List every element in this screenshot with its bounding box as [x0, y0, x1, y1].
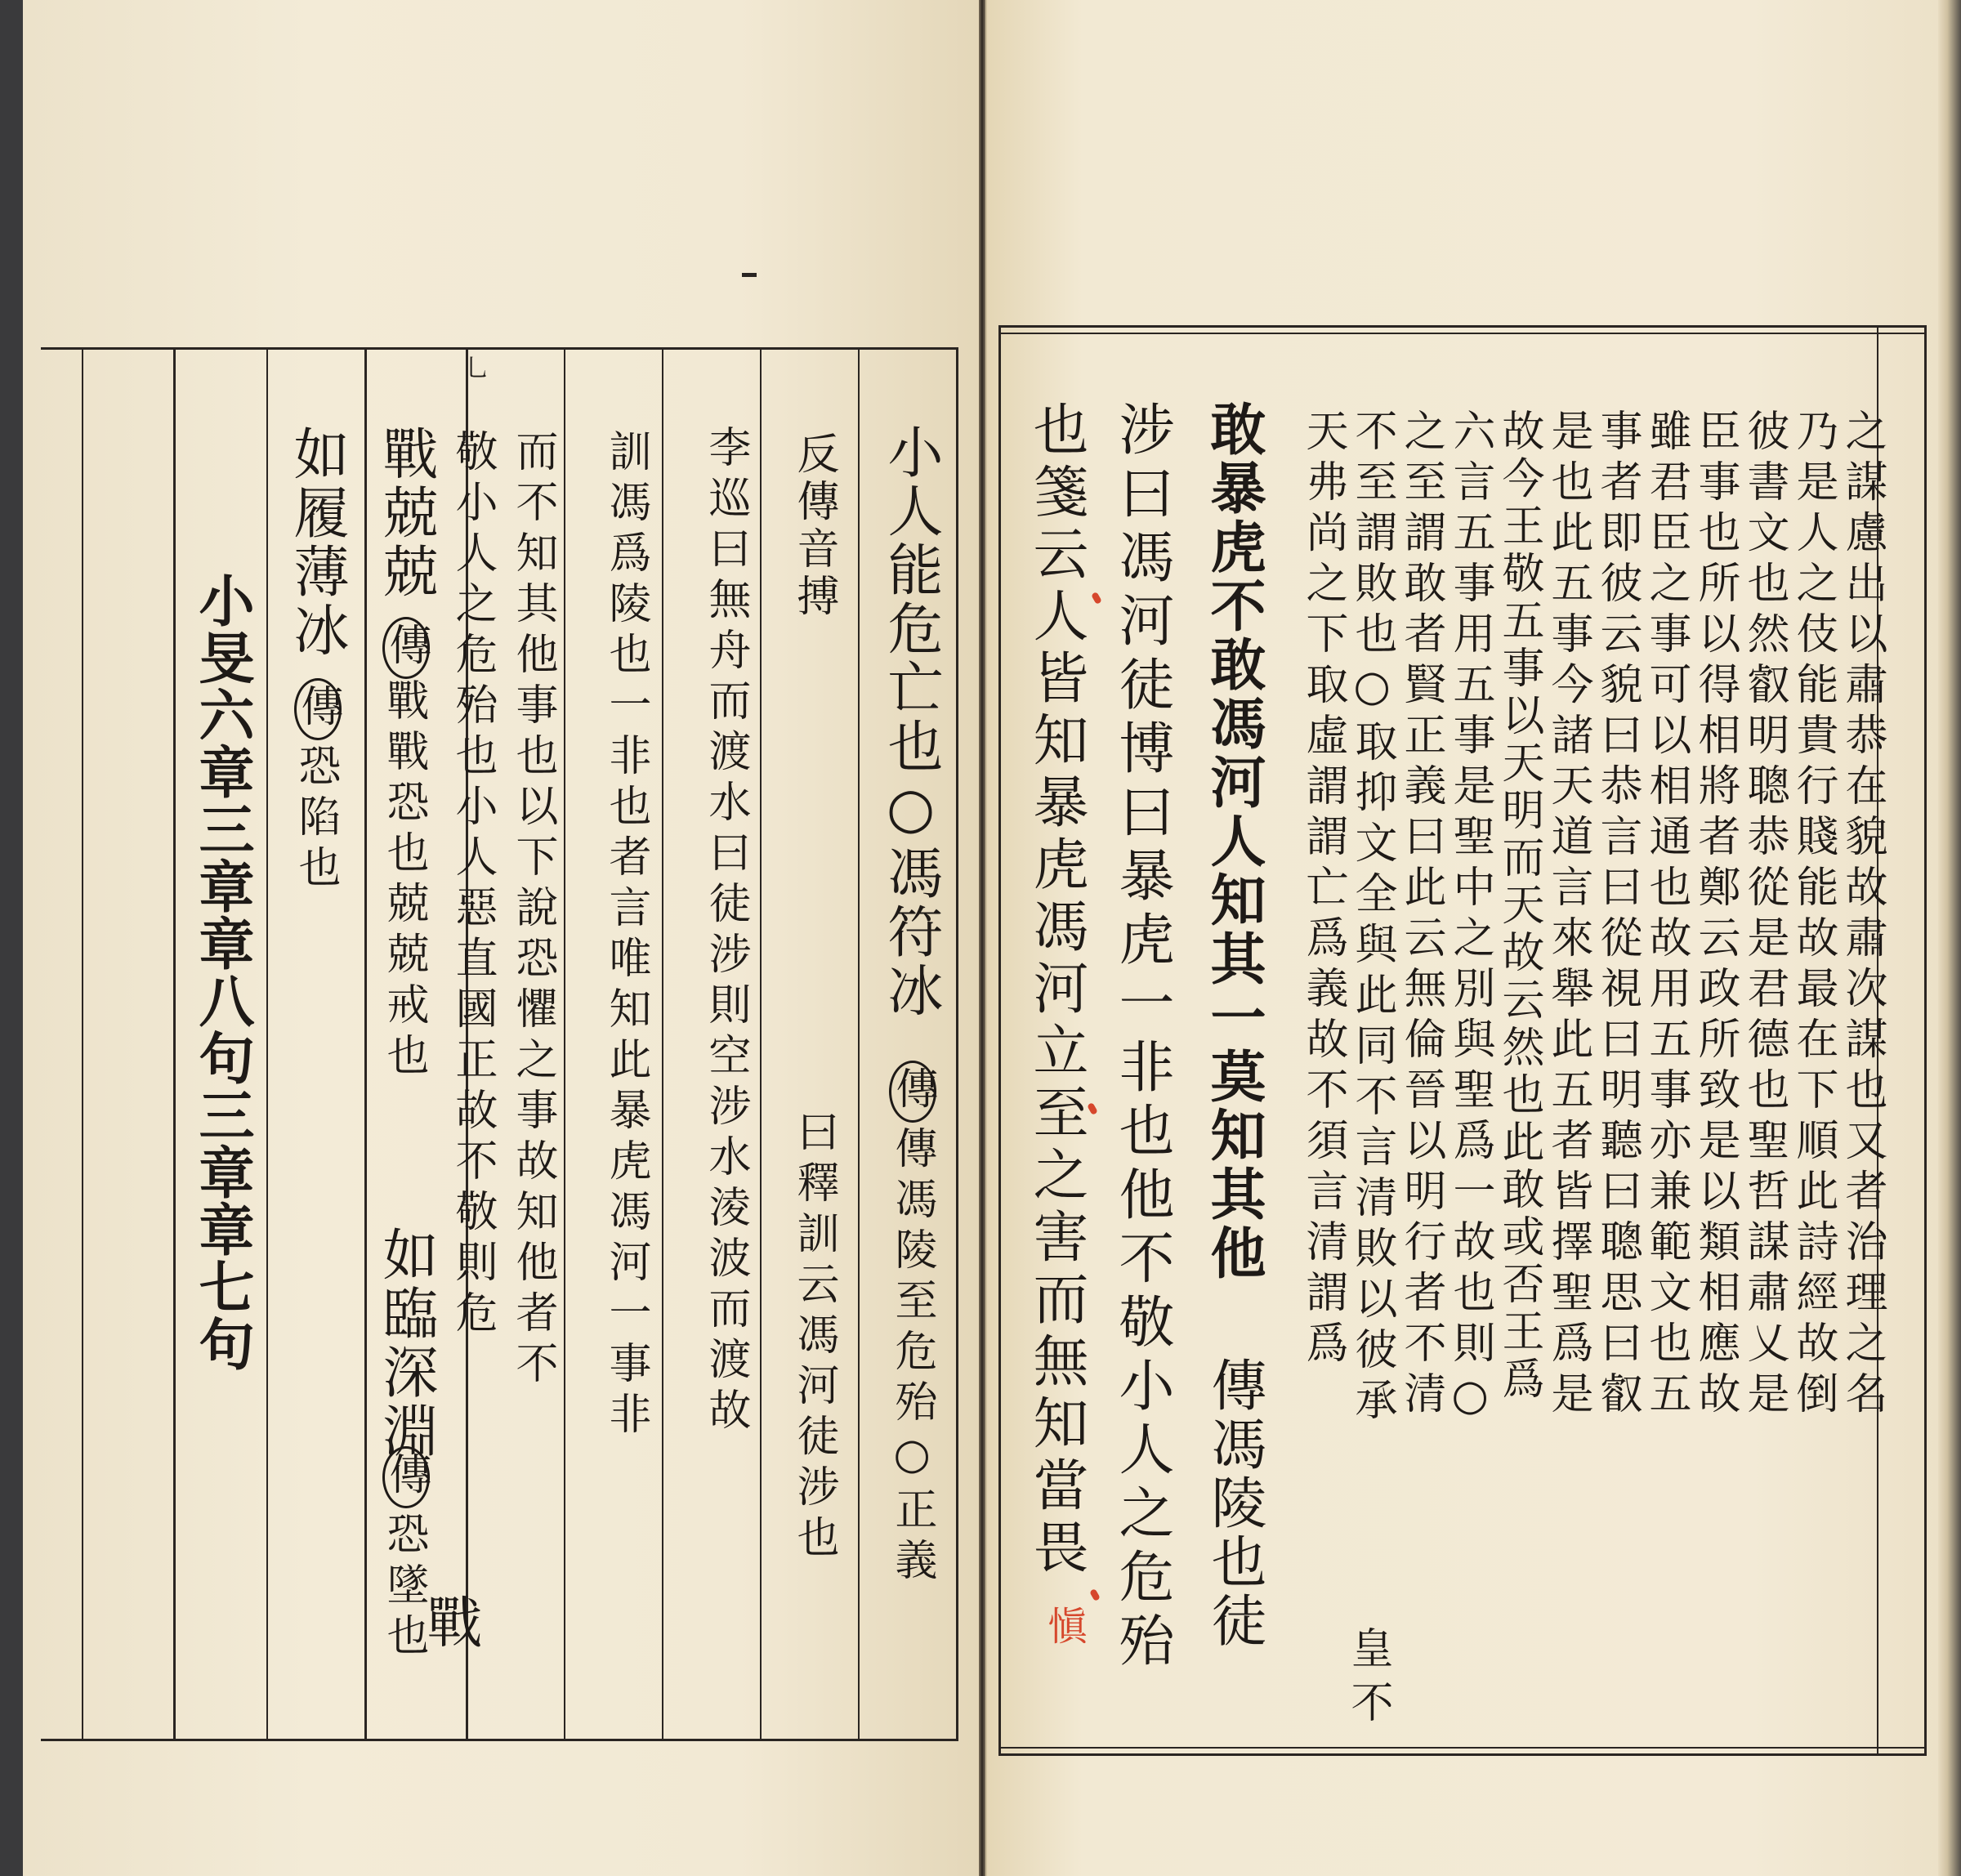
text-column: 之至謂敢者賢正義曰此云無倫晉以明行者不清 — [1396, 409, 1445, 1422]
text-column: 反傳音搏 — [789, 431, 838, 621]
commentary-seal: 傳 — [382, 617, 430, 679]
column-rule — [858, 350, 860, 1739]
text-column: 事者即彼云貌曰恭言曰從視曰明聽曰聰思曰叡 — [1592, 409, 1642, 1422]
corner-mark: 乚 — [460, 355, 489, 384]
text-column: 李巡曰無舟而渡水曰徒涉則空涉水淩波而渡故 — [701, 425, 750, 1438]
text-column: 之謀慮出以肅恭在貌故肅次謀也又者治理之名 — [1838, 409, 1887, 1422]
text-column: 敢暴虎不敢馮河人知其一莫知其他 — [1201, 400, 1266, 1283]
commentary-seal: 傳 — [889, 1061, 936, 1123]
text-column — [889, 1061, 936, 1123]
text-column: 天弗尚之下取虛謂謂亡爲義故不須言清謂爲 — [1298, 409, 1347, 1371]
text-column: 彼書文也然叡明聰恭從是君德也聖哲謀肅乂是 — [1740, 409, 1789, 1422]
text-column: 恐墜也 — [379, 1512, 428, 1664]
text-column: 雖君臣之事可以相通也故用五事亦兼範文也五 — [1642, 409, 1691, 1422]
chapter-summary: 小旻六章三章章八句三章章七句 — [190, 572, 255, 1373]
text-column: 戰 — [418, 1593, 482, 1652]
text-column: 是也此五事今諸天道言來舉此五者皆擇聖爲是 — [1543, 409, 1592, 1422]
text-column: 皇不 — [1343, 1626, 1392, 1734]
book-gutter — [979, 0, 985, 1876]
column-rule — [173, 350, 176, 1739]
ink-blot — [742, 273, 757, 277]
column-rule — [82, 350, 83, 1739]
text-column: 也箋云人皆知暴虎馮河立至之害而無知當畏 — [1024, 400, 1088, 1580]
column-rule — [760, 350, 762, 1739]
column-rule — [266, 350, 268, 1739]
text-column: 戰兢兢 — [373, 425, 438, 601]
right-page — [985, 0, 1940, 1876]
text-column: 六言五事用五事是聖中之別與聖爲一故也則○ — [1445, 409, 1494, 1428]
text-column: 臣事也所以得相將者鄭云政所致是以類相應故 — [1691, 409, 1740, 1422]
text-column — [382, 1446, 430, 1508]
column-rule — [564, 350, 565, 1739]
red-annotation: 愼 — [1041, 1606, 1087, 1645]
text-column: 曰釋訓云馮河徒涉也 — [789, 1110, 838, 1566]
text-column: 乃是人之伎能貴行賤能故最在下順此詩經故倒 — [1789, 409, 1838, 1422]
page-edge — [1938, 0, 1961, 1876]
commentary-seal: 傳 — [382, 1446, 430, 1508]
text-column: 傳馮陵至危殆○正義 — [887, 1126, 936, 1588]
text-column: 恐陷也 — [291, 744, 340, 896]
left-page — [23, 0, 981, 1876]
text-column — [382, 617, 430, 679]
column-rule — [364, 350, 367, 1739]
commentary-seal: 傳 — [294, 678, 342, 740]
text-column: 訓馮爲陵也一非也者言唯知此暴虎馮河一事非 — [601, 429, 650, 1442]
text-column: 敬小人之危殆也小人惡直國正故不敬則危 — [448, 429, 497, 1341]
text-column: 傳馮陵也徒 — [1202, 1356, 1266, 1650]
text-column: 而不知其他事也以下說恐懼之事故知他者不 — [508, 429, 557, 1391]
text-column: 戰戰恐也兢兢戒也 — [379, 678, 428, 1083]
text-column: 小人能危亡也○馮符冰 — [878, 423, 943, 1021]
text-column — [294, 678, 342, 740]
text-column: 故今王敬五事以天明而天故云然也此敢或否王爲 — [1494, 409, 1543, 1404]
text-column: 如臨深淵 — [373, 1226, 438, 1461]
column-rule — [662, 350, 663, 1739]
text-column: 涉曰馮河徒博曰暴虎一非也他不敬小人之危殆 — [1110, 400, 1174, 1675]
text-column: 如履薄冰 — [284, 425, 349, 660]
left-text-frame — [41, 347, 958, 1741]
text-column: 不至謂敗也○取抑文全與此同不言清敗以彼承 — [1347, 409, 1396, 1428]
